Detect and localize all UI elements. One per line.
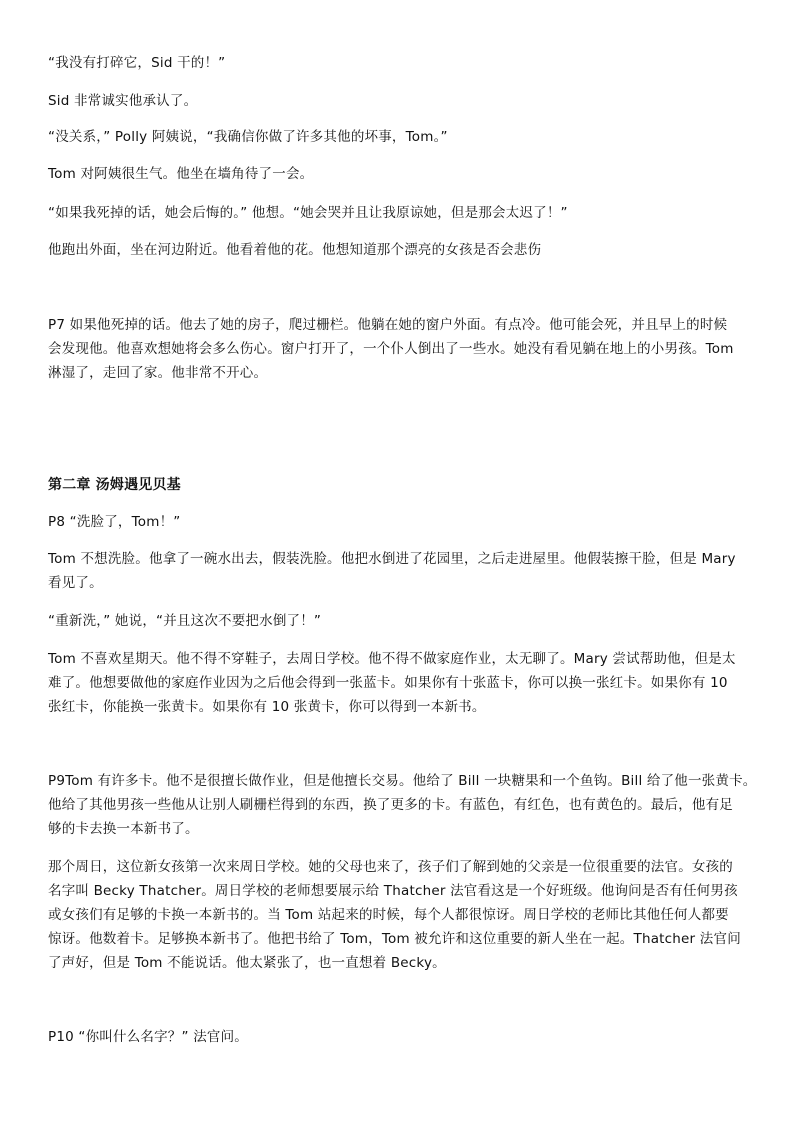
text-line: Tom 不想洗脸。他拿了一碗水出去，假装洗脸。他把水倒进了花园里，之后走进屋里。他假装擦干脸，但是 Mary <box>48 551 736 567</box>
text-line: “没关系，” Polly 阿姨说，“我确信你做了许多其他的坏事，Tom。” <box>48 129 448 145</box>
text-line: Tom 对阿姨很生气。他坐在墙角待了一会。 <box>48 166 314 182</box>
text-line: 张红卡，你能换一张黄卡。如果你有 10 张黄卡，你可以得到一本新书。 <box>48 699 486 715</box>
text-line: P7 如果他死掉的话。他去了她的房子，爬过栅栏。他躺在她的窗户外面。有点冷。他可能会死，并且早上的时候 <box>48 317 728 333</box>
text-line: 会发现他。他喜欢想她将会多么伤心。窗户打开了，一个仆人倒出了一些水。她没有看见躺在地上的小男孩。Tom <box>48 341 734 357</box>
text-line: 名字叫 Becky Thatcher。周日学校的老师想要展示给 Thatcher 法官看这是一个好班级。他询问是否有任何男孩 <box>48 883 738 899</box>
text-line: 淋湿了，走回了家。他非常不开心。 <box>48 365 268 381</box>
text-line: P9Tom 有许多卡。他不是很擅长做作业，但是他擅长交易。他给了 Bill 一块糖果和一个鱼钩。Bill 给了他一张黄卡。 <box>48 773 757 789</box>
text-line: 他跑出外面，坐在河边附近。他看着他的花。他想知道那个漂亮的女孩是否会悲伤 <box>48 242 542 258</box>
text-line: 难了。他想要做他的家庭作业因为之后他会得到一张蓝卡。如果你有十张蓝卡，你可以换一张红卡。如果你有 10 <box>48 675 728 691</box>
text-line: 了声好，但是 Tom 不能说话。他太紧张了，也一直想着 Becky。 <box>48 955 446 971</box>
text-line: P10 “你叫什么名字？” 法官问。 <box>48 1029 248 1045</box>
text-line: 够的卡去换一本新书了。 <box>48 821 199 837</box>
chapter-heading: 第二章 汤姆遇见贝基 <box>48 477 181 493</box>
text-line: P8 “洗脸了，Tom！” <box>48 514 181 530</box>
text-line: 惊讶。他数着卡。足够换本新书了。他把书给了 Tom，Tom 被允许和这位重要的新人坐在一起。Thatcher 法官问 <box>48 931 741 947</box>
text-line: 或女孩们有足够的卡换一本新书的。当 Tom 站起来的时候，每个人都很惊讶。周日学校的老师比其他任何人都要 <box>48 907 729 923</box>
text-line: 那个周日，这位新女孩第一次来周日学校。她的父母也来了，孩子们了解到她的父亲是一位很重要的法官。女孩的 <box>48 859 733 875</box>
text-line: 他给了其他男孩一些他从让别人刷栅栏得到的东西，换了更多的卡。有蓝色，有红色，也有黄色的。最后，他有足 <box>48 797 733 813</box>
text-line: “如果我死掉的话，她会后悔的。” 他想。“她会哭并且让我原谅她，但是那会太迟了！” <box>48 205 568 221</box>
text-line: Sid 非常诚实他承认了。 <box>48 93 198 109</box>
text-line: 看见了。 <box>48 575 103 591</box>
text-line: Tom 不喜欢星期天。他不得不穿鞋子，去周日学校。他不得不做家庭作业，太无聊了。Mary 尝试帮助他，但是太 <box>48 651 736 667</box>
text-line: “我没有打碎它，Sid 干的！” <box>48 55 226 71</box>
text-line: “重新洗，” 她说，“并且这次不要把水倒了！” <box>48 613 322 629</box>
